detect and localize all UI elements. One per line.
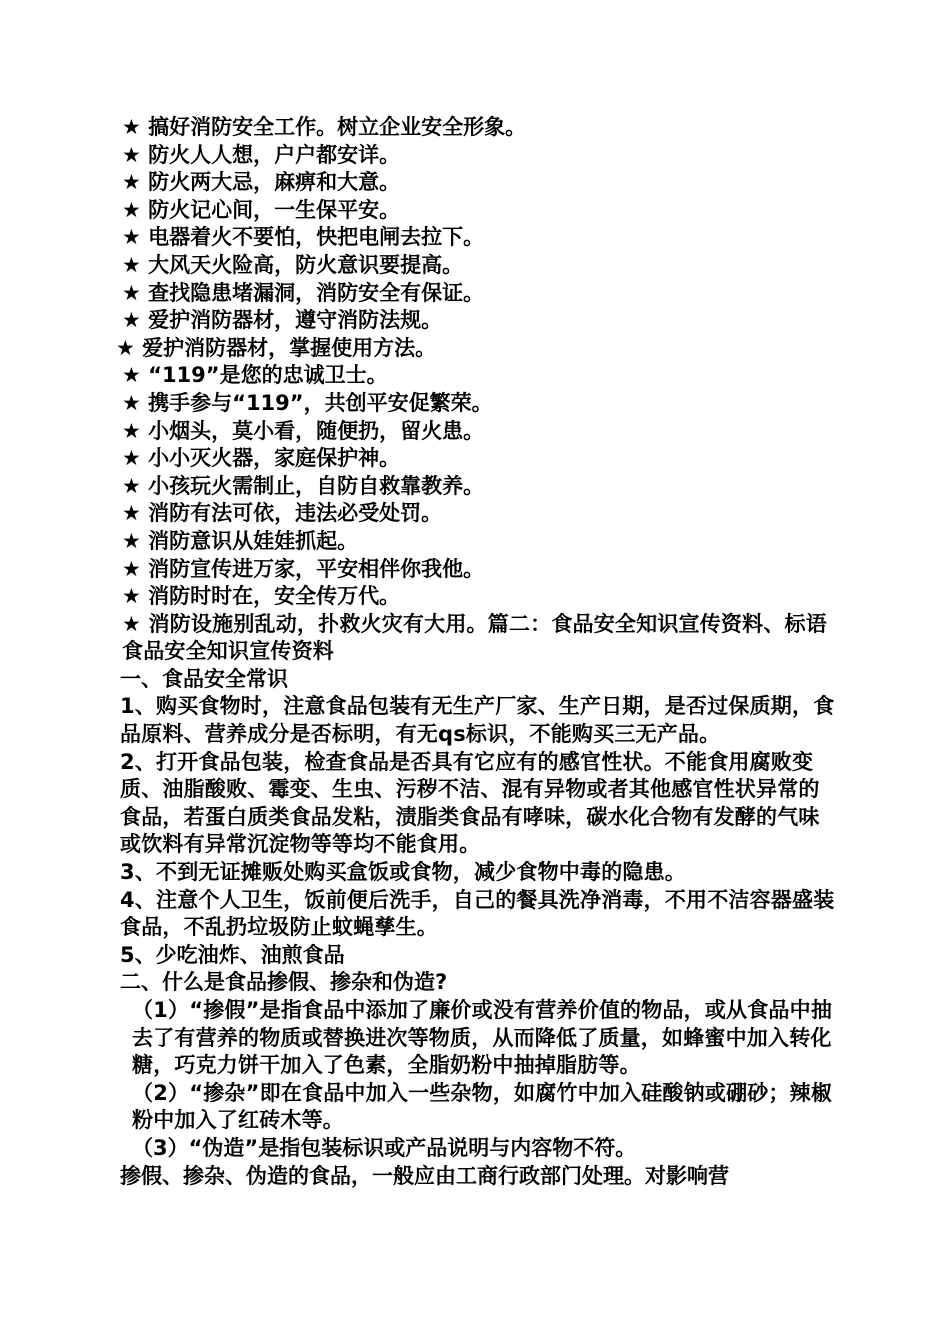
slogan-line: ★ 消防有法可依，违法必受处罚。 [122, 501, 443, 526]
list-item: 4、注意个人卫生，饭前便后洗手，自己的餐具洗净消毒，不用不洁容器盛装食品，不乱扔垃圾防止蚊蝇孳生。 [120, 887, 835, 940]
slogan-line: ★ 防火人人想，户户都安详。 [122, 142, 401, 167]
list-item: 5、少吃油炸、油煎食品 [120, 942, 345, 967]
list-item: 3、不到无证摊贩处购买盒饭或食物，减少食物中毒的隐患。 [120, 860, 687, 885]
slogan-line: ★ 爱护消防器材，遵守消防法规。 [122, 308, 443, 333]
slogan-line: ★ 搞好消防安全工作。树立企业安全形象。 [122, 115, 527, 139]
slogan-line: ★ 小孩玩火需制止，自防自救靠教养。 [122, 473, 485, 498]
slogan-line: ★ 小小灭火器，家庭保护神。 [122, 446, 401, 471]
slogan-line: ★ 消防意识从娃娃抓起。 [122, 528, 359, 553]
slogan-line: ★ 携手参与“119”，共创平安促繁荣。 [122, 390, 493, 415]
definition-paragraph: （3）“伪造”是指包装标识或产品说明与内容物不符。 [132, 1135, 637, 1160]
section-heading: 一、食品安全常识 [120, 666, 288, 691]
slogan-line: ★ 消防宣传进万家，平安相伴你我他。 [122, 556, 485, 581]
document-page [116, 114, 836, 1190]
definition-paragraph: （2）“掺杂”即在食品中加入一些杂物，如腐竹中加入硅酸钠或硼砂；辣椒粉中加入了红砖木等。 [132, 1080, 833, 1133]
slogan-line: ★ 小烟头，莫小看，随便扔，留火患。 [122, 418, 485, 443]
list-item: 1、购买食物时，注意食品包装有无生产厂家、生产日期，是否过保质期，食品原料、营养成分是否标明，有无qs标识，不能购买三无产品。 [120, 694, 835, 747]
closing-paragraph: 掺假、掺杂、伪造的食品，一般应由工商行政部门处理。对影响营 [120, 1163, 729, 1188]
slogan-line: ★ 查找隐患堵漏洞，消防安全有保证。 [122, 280, 485, 305]
slogan-line: ★ “119”是您的忠诚卫士。 [122, 363, 388, 388]
section-heading: 二、什么是食品掺假、掺杂和伪造? [120, 970, 448, 995]
slogan-line: ★ 大风天火险高，防火意识要提高。 [122, 252, 464, 277]
slogan-line: ★ 防火记心间，一生保平安。 [122, 197, 401, 222]
slogan-line: ★ 电器着火不要怕，快把电闸去拉下。 [122, 225, 485, 250]
slogan-line: ★ 防火两大忌，麻痹和大意。 [122, 170, 401, 195]
list-item: 2、打开食品包装，检查食品是否具有它应有的感官性状。不能食用腐败变质、油脂酸败、霉变、生虫、污秽不洁、混有异物或者其他感官性状异常的食品，若蛋白质类食品发粘，渍脂类食品有哮味，碳水化合物有发酵的气味或饮料有异常沉淀物等等均不能食用。 [120, 749, 820, 857]
slogan-line-with-chapter-heading: ★ 消防设施别乱动，扑救火灾有大用。篇二：食品安全知识宣传资料、标语食品安全知识宣传资料 [122, 611, 827, 664]
definition-paragraph: （1）“掺假”是指食品中添加了廉价或没有营养价值的物品，或从食品中抽去了有营养的物质或替换进次等物质，从而降低了质量，如蜂蜜中加入转化糖，巧克力饼干加入了色素，全脂奶粉中抽掉脂肪等。 [132, 998, 833, 1078]
slogan-line: ★ 消防时时在，安全传万代。 [122, 584, 401, 609]
slogan-line: ★ 爱护消防器材，掌握使用方法。 [116, 335, 437, 360]
